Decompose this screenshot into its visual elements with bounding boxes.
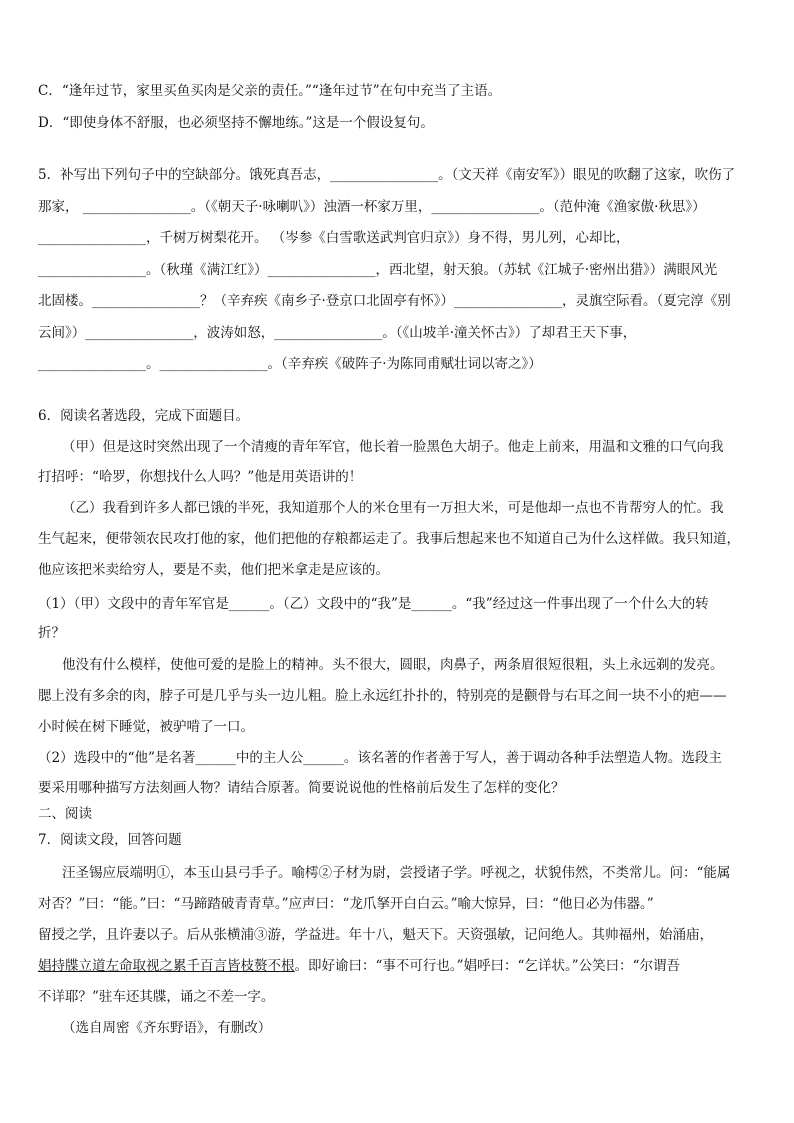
q6-sub1-line-1: （1）（甲）文段中的青年军官是______。（乙）文段中的“我”是______。“我”经过这一件事出现了一个什么大的转 (38, 596, 709, 612)
option-c: C．“逢年过节，家里买鱼买肉是父亲的责任。”“逢年过节”在句中充当了主语。 (38, 83, 502, 99)
q6-sub1-line-2: 折？ (38, 625, 65, 641)
q7-passage-2: 对否？”曰：“能。”曰：“马蹄踏破青青草。”应声曰：“龙爪拏开白白云。”喻大惊异，曰：“他日必为伟器。” (38, 896, 654, 912)
q7-source: （选自周密《齐东野语》，有删改） (62, 1020, 272, 1036)
q6-excerpt-c-1: 他没有什么模样，使他可爱的是脸上的精神。头不很大，圆眼，肉鼻子，两条眉很短很粗，头上永远剃的发亮。 (62, 657, 724, 673)
q7-passage-1: 汪圣锡应辰端明①，本玉山县弓手子。喻樗②子材为尉，尝授诸子学。呼视之，状貌伟然，不类常儿。问：“能属 (62, 865, 731, 881)
section-heading-reading: 二、阅读 (38, 806, 92, 822)
underlined-sentence: 娼持牒立道左命取视之累千百言皆枝赘不根 (38, 958, 295, 974)
q6-excerpt-b-2: 生气起来，便带领农民攻打他的家，他们把他的存粮都运走了。我事后想起来也不知道自己为什么这样做。我只知道， (38, 531, 740, 547)
q7-passage-5: 不详耶？”驻车还其牒，诵之不差一字。 (38, 989, 275, 1005)
q6-sub2-line-1: （2）选段中的“他”是名著______中的主人公______。该名著的作者善于写人，善于调动各种手法塑造人物。选段主 (38, 750, 722, 766)
q5-line-4: ________________。（秋瑾《满江红》）________________，西北望，射天狼。（苏轼《江城子·密州出猎》）满眼风光 (38, 262, 718, 278)
q6-excerpt-c-2: 腮上没有多余的肉，脖子可是几乎与头一边儿粗。脸上永远红扑扑的，特别亮的是颧骨与右耳之间一块不小的疤—— (38, 688, 727, 704)
option-d: D．“即使身体不舒服，也必须坚持不懈地练。”这是一个假设复句。 (38, 115, 434, 131)
q6-excerpt-a-1: （甲）但是这时突然出现了一个清瘦的青年军官，他长着一脸黑色大胡子。他走上前来，用温和文雅的口气向我 (62, 439, 724, 455)
q6-sub2-line-2: 要采用哪种描写方法刻画人物？请结合原著。简要说说他的性格前后发生了怎样的变化？ (38, 780, 565, 796)
q7-passage-4 (38, 956, 764, 976)
q5-line-3: ________________，千树万树梨花开。 （岑参《白雪歌送武判官归京》）身不得，男儿列，心却比， (38, 230, 630, 246)
q6-title: 6．阅读名著选段，完成下面题目。 (38, 408, 250, 424)
q5-line-2: 那家， ________________。（《朝天子·咏喇叭》）浊酒一杯家万里，________________。（范仲淹《渔家傲·秋思》） (38, 199, 706, 215)
q7-passage-3: 留授之学，且许妻以子。后从张横浦③游，学益进。年十八，魁天下。天资强敏，记问绝人。其帅福州，始涌庙， (38, 927, 713, 943)
q6-excerpt-b-3: 他应该把米卖给穷人，要是不卖，他们把米拿走是应该的。 (38, 562, 389, 578)
q5-line-6: 云间》）________________，波涛如怒，________________。（《山坡羊·潼关怀古》）了却君王天下事， (38, 325, 637, 341)
q5-line-5: 北固楼。________________？（辛弃疾《南乡子·登京口北固亭有怀》）________________，灵旗空际看。（夏完淳《别 (38, 293, 731, 309)
q6-excerpt-c-3: 小时候在树下睡觉，被驴啃了一口。 (38, 719, 254, 735)
q6-excerpt-a-2: 打招呼：“哈罗，你想找什么人吗？”他是用英语讲的！ (38, 469, 363, 485)
q5-line-7: ________________。________________。（辛弃疾《破阵子·为陈同甫赋壮词以寄之》） (38, 356, 542, 372)
passage-4-rest: 。即好谕曰：“事不可行也。”娼呼曰：“乞详状。”公笑曰：“尔谓吾 (294, 958, 681, 974)
q5-line-1: 5．补写出下列句子中的空缺部分。饿死真吾志，________________。（文天祥《南安军》）眼见的吹翻了这家，吹伤了 (38, 167, 736, 183)
q6-excerpt-b-1: （乙）我看到许多人都已饿的半死，我知道那个人的米仓里有一万担大米，可是他却一点也不肯帮穷人的忙。我 (62, 500, 724, 516)
q7-title: 7．阅读文段，回答问题 (38, 832, 182, 848)
